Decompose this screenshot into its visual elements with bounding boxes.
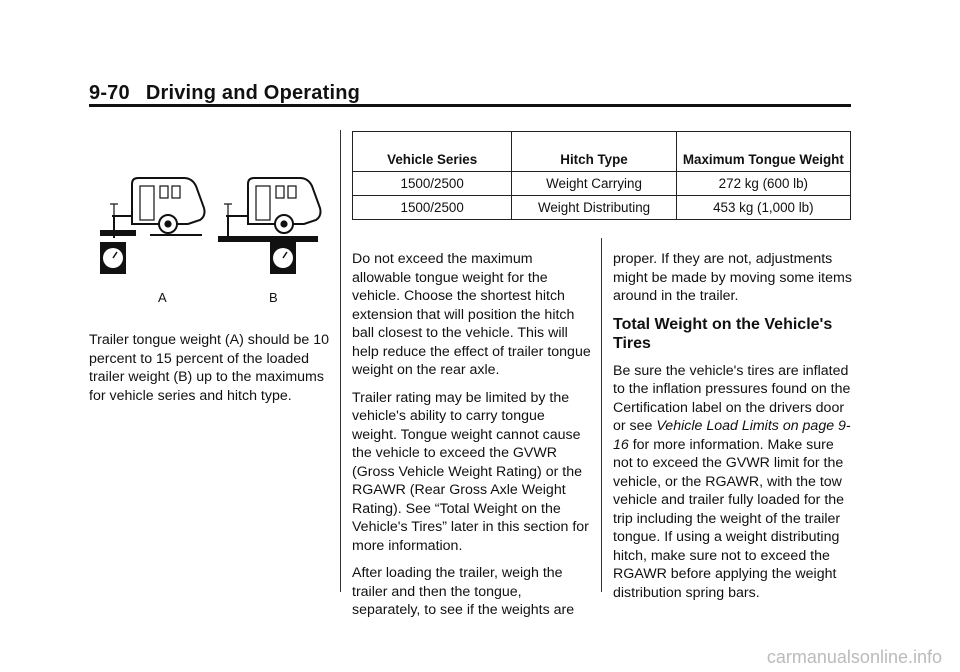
column-divider-1 [340,130,341,592]
paragraph: Do not exceed the maximum allowable tongue weight for the vehicle. Choose the shortest hitch extension that will position the hitch ball closest to the vehicle. This will help reduce the effect of trailer tongue weight on the rear axle. [352,251,591,378]
paragraph: Trailer rating may be limited by the vehicle's ability to carry tongue weight. Tongue weight cannot cause the vehicle to exceed the GVWR (Gross Vehicle Weight Rating) or the RGAWR (Rear Gross Axle Weight Rating). See “Total Weight on the Vehicle's Tires” later in this section for more information. [352,389,589,554]
header-vehicle-series: Vehicle Series [353,132,512,172]
paragraph: After loading the trailer, weigh the trailer and then the tongue, separately, to see if the weights are [352,565,575,618]
header-hitch-type: Hitch Type [512,132,676,172]
section-heading: Total Weight on the Vehicle's Tires [613,315,833,352]
paragraph [613,362,853,603]
table-header-row [353,132,851,172]
trailer-b [218,178,321,242]
cross-reference-link[interactable]: Vehicle Load Limits on page 9-16 [613,418,851,453]
label-a: A [158,290,167,305]
paragraph-text: for more information. Make sure not to exceed the GVWR limit for the vehicle, or the RGAWR, with the tow vehicle and trailer fully loaded for the trip including the weight of the trailer tongue. If using a weight distributing hitch, make sure not to exceed the RGAWR before applying the weight distribution spring bars. [613,436,845,601]
table-cell: Weight Distributing [512,196,676,220]
scale-a [100,242,126,274]
page-number: 9-70 [89,82,130,104]
figure-caption: Trailer tongue weight (A) should be 10 percent to 15 percent of the loaded trailer weight (B) up to the maximums for vehicle series and hitch type. [89,332,330,404]
column-divider-2 [601,238,602,592]
tongue-weight-table [352,131,851,220]
tongue-weight-illustration [92,168,328,308]
watermark: carmanualsonline.info [766,647,942,667]
section-title: Driving and Operating [145,82,361,104]
scale-b [270,242,296,274]
table-cell: 272 kg (600 lb) [676,172,850,196]
table-cell: 453 kg (1,000 lb) [676,196,850,220]
table-row [353,196,851,220]
header-max-tongue-weight: Maximum Tongue Weight [676,132,850,172]
paragraph: proper. If they are not, adjustments might be made by moving some items around in the trailer. [613,251,852,304]
table-cell: 1500/2500 [353,196,512,220]
text-column-right [613,250,853,611]
table-cell: Weight Carrying [512,172,676,196]
trailer-a [100,178,205,238]
label-b: B [269,290,278,305]
text-column-middle [352,250,592,629]
paragraph-text: Be sure the vehicle's tires are inflated to the inflation pressures found on the Certification label on the drivers door or see [613,362,851,434]
page-header [89,82,360,105]
table-row [353,172,851,196]
table-cell: 1500/2500 [353,172,512,196]
header-rule [89,104,851,107]
